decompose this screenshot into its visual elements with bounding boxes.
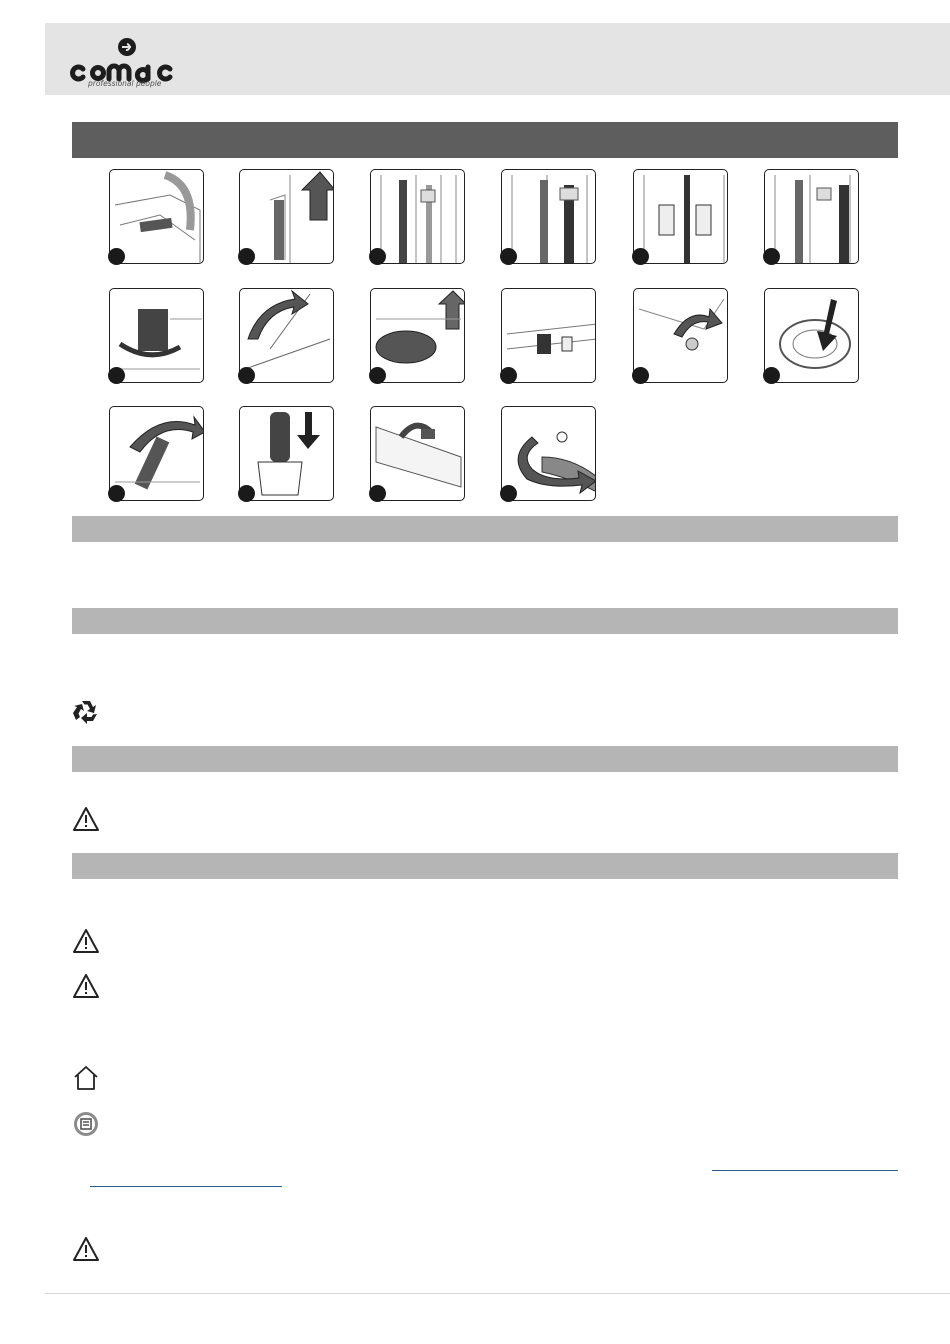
step-marker [369, 485, 386, 502]
section-title-bar [72, 122, 898, 158]
step-illustration-11 [633, 288, 728, 383]
step-marker [108, 485, 125, 502]
link-underline[interactable] [712, 1170, 898, 1171]
warning-icon [72, 1235, 100, 1263]
step-illustration-2 [239, 169, 334, 264]
step-marker [108, 367, 125, 384]
recycle-icon [72, 698, 100, 726]
step-illustration-9 [370, 288, 465, 383]
step-illustration-4 [501, 169, 596, 264]
page-header [45, 23, 950, 95]
step-marker [369, 248, 386, 265]
footer-divider [45, 1293, 950, 1294]
step-illustration-7 [109, 288, 204, 383]
link-underline[interactable] [90, 1186, 282, 1187]
warning-icon [72, 805, 100, 833]
step-illustration-5 [633, 169, 728, 264]
section-bar-4 [72, 853, 898, 879]
section-bar-3 [72, 746, 898, 772]
step-marker [500, 485, 517, 502]
step-marker [238, 248, 255, 265]
step-marker [763, 248, 780, 265]
step-marker [632, 367, 649, 384]
step-marker [763, 367, 780, 384]
step-marker [632, 248, 649, 265]
step-illustration-16 [501, 406, 596, 501]
section-bar-2 [72, 608, 898, 634]
step-illustration-3 [370, 169, 465, 264]
warning-icon [72, 972, 100, 1000]
step-marker [369, 367, 386, 384]
brand-tagline: professional people [88, 79, 162, 88]
step-illustration-10 [501, 288, 596, 383]
step-marker [238, 485, 255, 502]
home-icon [72, 1064, 100, 1092]
step-illustration-1 [109, 169, 204, 264]
step-marker [238, 367, 255, 384]
step-illustration-15 [370, 406, 465, 501]
warning-icon [72, 927, 100, 955]
service-center-icon [72, 1110, 100, 1138]
step-illustration-14 [239, 406, 334, 501]
step-marker [108, 248, 125, 265]
step-illustration-6 [764, 169, 859, 264]
step-marker [500, 367, 517, 384]
step-illustration-12 [764, 288, 859, 383]
step-marker [500, 248, 517, 265]
section-bar-1 [72, 516, 898, 542]
step-illustration-13 [109, 406, 204, 501]
step-illustration-8 [239, 288, 334, 383]
